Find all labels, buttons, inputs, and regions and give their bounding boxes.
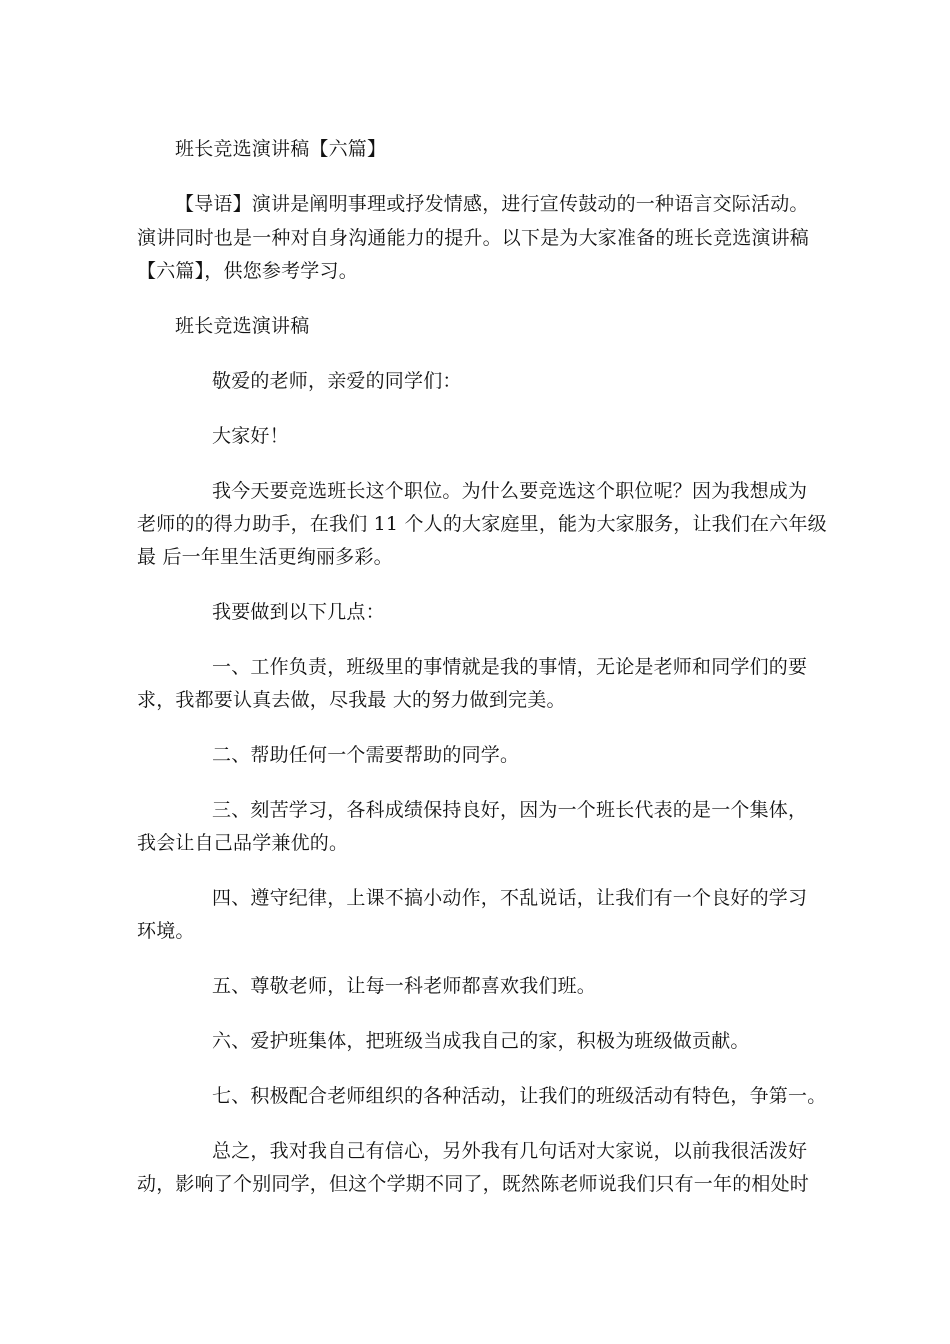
- intro-line-2: 演讲同时也是一种对自身沟通能力的提升。以下是为大家准备的班长竞选演讲稿: [137, 227, 810, 249]
- document-title: 班长竞选演讲稿【六篇】: [175, 138, 387, 160]
- item-7: 七、积极配合老师组织的各种活动，让我们的班级活动有特色，争第一。: [212, 1085, 827, 1107]
- item-5: 五、尊敬老师，让每一科老师都喜欢我们班。: [212, 975, 597, 997]
- paragraph-2: 我要做到以下几点：: [212, 601, 385, 623]
- item-3-line-1: 三、刻苦学习，各科成绩保持良好，因为一个班长代表的是一个集体，: [212, 799, 808, 821]
- item-3-line-2: 我会让自己品学兼优的。: [137, 832, 349, 854]
- paragraph-1-line-3: 最 后一年里生活更绚丽多彩。: [137, 546, 393, 568]
- item-4-line-2: 环境。: [137, 920, 195, 942]
- item-1-line-2: 求，我都要认真去做，尽我最 大的努力做到完美。: [137, 689, 566, 711]
- section-title: 班长竞选演讲稿: [175, 315, 310, 337]
- item-4-line-1: 四、遵守纪律，上课不搞小动作，不乱说话，让我们有一个良好的学习: [212, 887, 808, 909]
- conclusion-line-2: 动，影响了个别同学，但这个学期不同了，既然陈老师说我们只有一年的相处时: [137, 1173, 810, 1195]
- paragraph-1-line-1: 我今天要竞选班长这个职位。为什么要竞选这个职位呢？因为我想成为: [212, 480, 808, 502]
- greeting: 敬爱的老师，亲爱的同学们：: [212, 370, 462, 392]
- item-1-line-1: 一、工作负责，班级里的事情就是我的事情，无论是老师和同学们的要: [212, 656, 808, 678]
- intro-line-1: 【导语】演讲是阐明事理或抒发情感，进行宣传鼓动的一种语言交际活动。: [175, 193, 809, 215]
- conclusion-line-1: 总之，我对我自己有信心，另外我有几句话对大家说，以前我很活泼好: [212, 1140, 808, 1162]
- paragraph-1-line-2: 老师的的得力助手，在我们 11 个人的大家庭里，能为大家服务，让我们在六年级: [137, 513, 827, 535]
- intro-line-3: 【六篇】，供您参考学习。: [137, 260, 358, 282]
- hello: 大家好！: [212, 425, 289, 447]
- item-2: 二、帮助任何一个需要帮助的同学。: [212, 744, 520, 766]
- item-6: 六、爱护班集体，把班级当成我自己的家，积极为班级做贡献。: [212, 1030, 750, 1052]
